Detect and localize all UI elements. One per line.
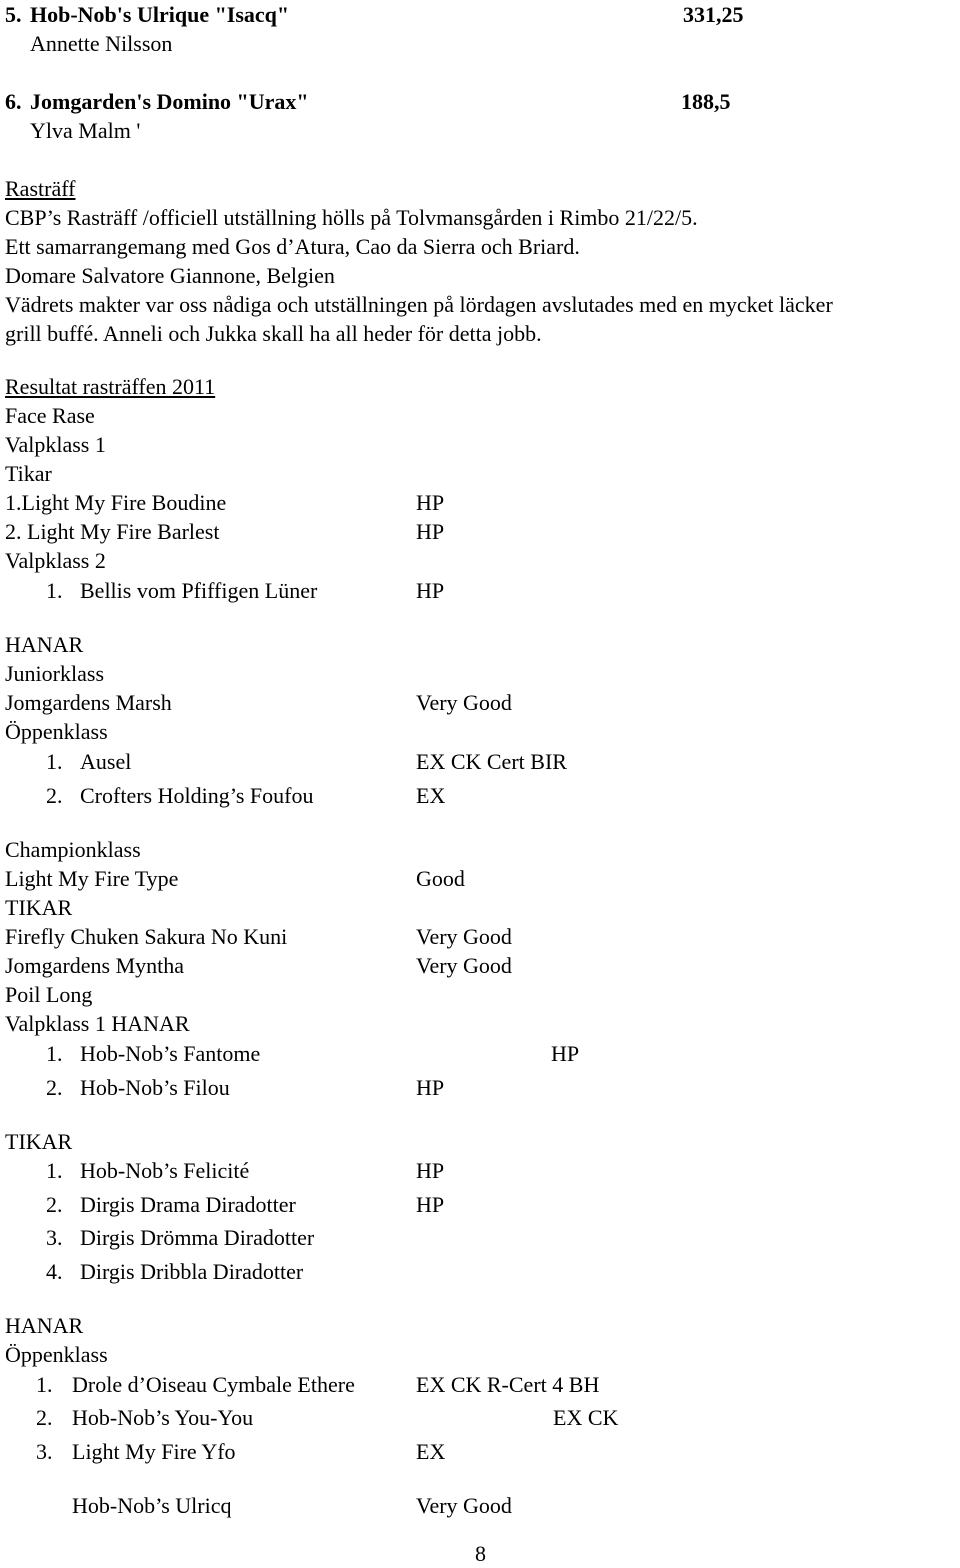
entry-num: 2. — [46, 1192, 63, 1217]
championklass-label: Championklass — [5, 837, 141, 862]
hanar-label: HANAR — [5, 1313, 84, 1338]
entry-name: Hob-Nob’s Ulricq — [72, 1493, 232, 1518]
rastraff-line: Domare Salvatore Giannone, Belgien — [5, 263, 335, 288]
entry-grade: EX CK — [553, 1405, 619, 1430]
entry-name: Ausel — [80, 749, 132, 774]
entry-grade: HP — [416, 1075, 445, 1100]
rastraff-line: Ett samarrangemang med Gos d’Atura, Cao da Sierra och Briard. — [5, 234, 580, 259]
entry-num: 3. — [36, 1439, 53, 1464]
oppenklass-label: Öppenklass — [5, 1342, 108, 1367]
valpklass-1-label: Valpklass 1 — [5, 432, 106, 457]
entry-grade: HP — [416, 578, 445, 603]
entry-name: Dirgis Dribbla Diradotter — [80, 1259, 304, 1284]
entry-grade: Very Good — [416, 690, 512, 715]
face-rase-title: Face Rase — [5, 403, 95, 428]
entry-grade: Very Good — [416, 953, 512, 978]
entry-grade: EX CK Cert BIR — [416, 749, 567, 774]
tikar-label: TIKAR — [5, 1129, 73, 1154]
oppenklass-label: Öppenklass — [5, 719, 108, 744]
entry-grade: EX — [416, 783, 446, 808]
entry-name: Jomgardens Myntha — [5, 953, 185, 978]
entry-num: 3. — [46, 1225, 63, 1250]
entry-name: Dirgis Drama Diradotter — [80, 1192, 296, 1217]
results-heading: Resultat rasträffen 2011 — [5, 374, 216, 399]
entry-num: 1. — [46, 749, 63, 774]
entry-num: 1. — [46, 1158, 63, 1183]
entry-grade: EX CK R-Cert 4 BH — [416, 1372, 600, 1397]
entry-num: 1. — [46, 1041, 63, 1066]
entry-name: Bellis vom Pfiffigen Lüner — [80, 578, 318, 603]
entry-num: 1. — [46, 578, 63, 603]
page-number: 8 — [475, 1541, 486, 1566]
entry-grade: Very Good — [416, 924, 512, 949]
entry-num: 2. — [36, 1405, 53, 1430]
result-6-num: 6. — [5, 89, 22, 114]
entry-num: 2. — [46, 783, 63, 808]
entry-num: 4. — [46, 1259, 63, 1284]
result-5-num: 5. — [5, 2, 22, 27]
entry-num: 2. — [46, 1075, 63, 1100]
entry-name: 2. Light My Fire Barlest — [5, 519, 220, 544]
entry-name: Light My Fire Yfo — [72, 1439, 236, 1464]
entry-grade: HP — [551, 1041, 580, 1066]
hanar-label: HANAR — [5, 632, 84, 657]
entry-name: Hob-Nob’s Felicité — [80, 1158, 250, 1183]
result-5-score: 331,25 — [683, 2, 744, 27]
tikar-label: TIKAR — [5, 895, 73, 920]
juniorklass-label: Juniorklass — [5, 661, 104, 686]
valpklass-2-label: Valpklass 2 — [5, 548, 106, 573]
rastraff-line: Vädrets makter var oss nådiga och utställningen på lördagen avslutades med en mycket läcker — [5, 292, 833, 317]
entry-grade: Very Good — [416, 1493, 512, 1518]
entry-name: 1.Light My Fire Boudine — [5, 490, 227, 515]
result-5-name: Hob-Nob's Ulrique "Isacq" — [30, 2, 290, 27]
result-5-handler: Annette Nilsson — [30, 31, 173, 56]
entry-name: Light My Fire Type — [5, 866, 179, 891]
result-6-score: 188,5 — [681, 89, 731, 114]
entry-grade: Good — [416, 866, 465, 891]
entry-grade: HP — [416, 1192, 445, 1217]
rastraff-line: CBP’s Rasträff /officiell utställning hölls på Tolvmansgården i Rimbo 21/22/5. — [5, 205, 698, 230]
entry-name: Hob-Nob’s Filou — [80, 1075, 230, 1100]
entry-grade: HP — [416, 1158, 445, 1183]
entry-name: Hob-Nob’s You-You — [72, 1405, 254, 1430]
entry-name: Drole d’Oiseau Cymbale Ethere — [72, 1372, 355, 1397]
poil-long-title: Poil Long — [5, 982, 93, 1007]
entry-name: Crofters Holding’s Foufou — [80, 783, 314, 808]
tikar-label: Tikar — [5, 461, 52, 486]
result-6-handler: Ylva Malm ' — [30, 118, 141, 143]
entry-grade: EX — [416, 1439, 446, 1464]
entry-grade: HP — [416, 490, 445, 515]
entry-name: Firefly Chuken Sakura No Kuni — [5, 924, 288, 949]
result-6-name: Jomgarden's Domino "Urax" — [30, 89, 309, 114]
entry-grade: HP — [416, 519, 445, 544]
rastraff-line: grill buffé. Anneli och Jukka skall ha all heder för detta jobb. — [5, 321, 542, 346]
valpklass-hanar-label: Valpklass 1 HANAR — [5, 1011, 190, 1036]
rastraff-heading: Rasträff — [5, 176, 76, 201]
entry-name: Jomgardens Marsh — [5, 690, 172, 715]
entry-name: Dirgis Drömma Diradotter — [80, 1225, 315, 1250]
entry-num: 1. — [36, 1372, 53, 1397]
entry-name: Hob-Nob’s Fantome — [80, 1041, 261, 1066]
